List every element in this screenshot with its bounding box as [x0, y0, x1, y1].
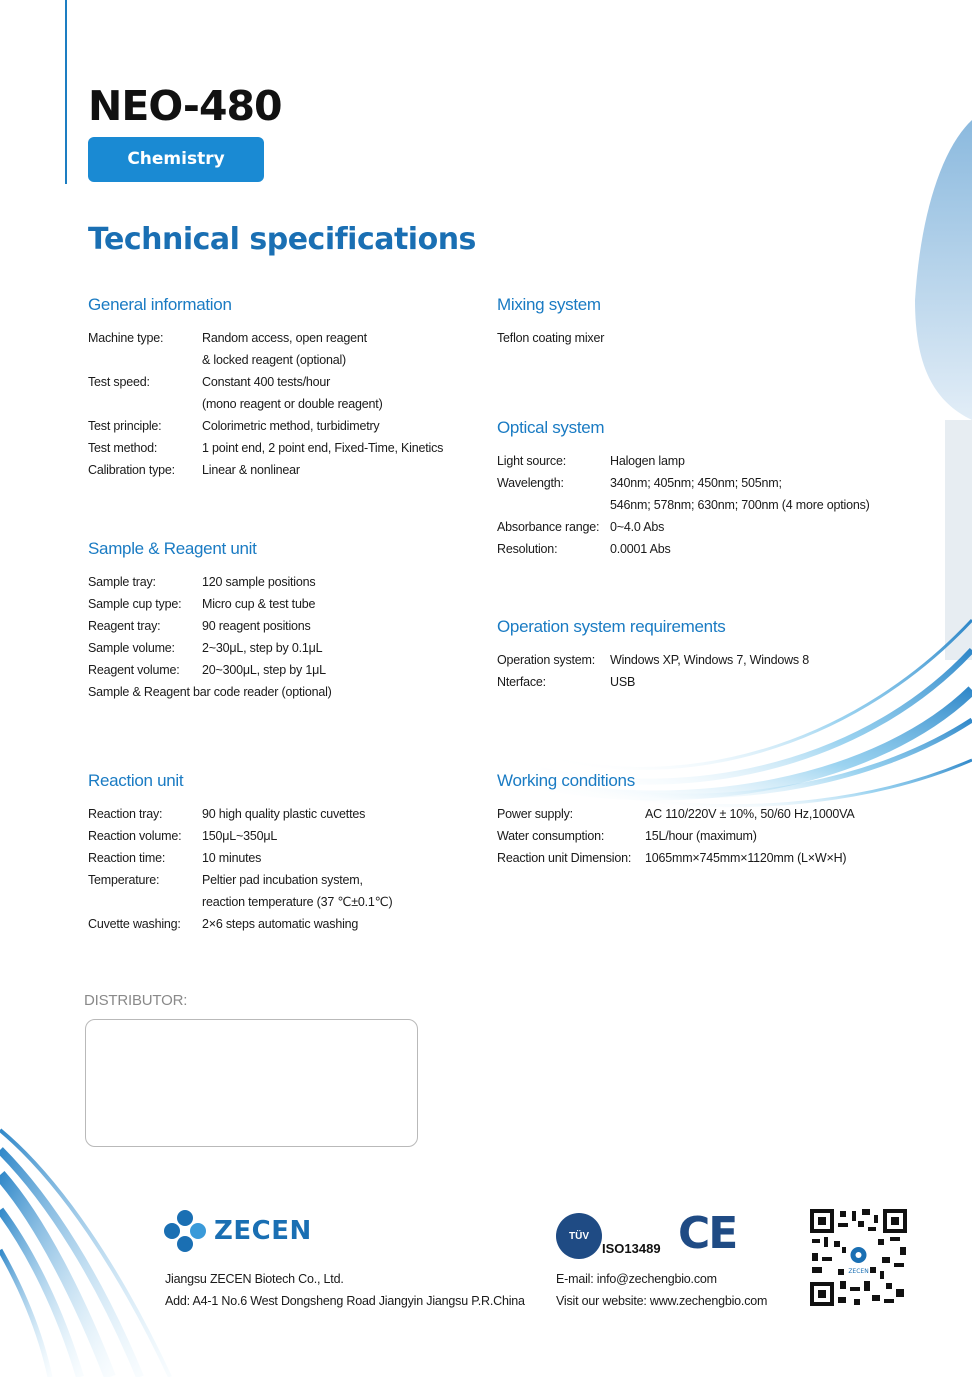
distributor-label: DISTRIBUTOR:: [84, 992, 188, 1009]
spec-row: Reaction unit Dimension: 1065mm×745mm×1120mm (L×W×H): [497, 851, 847, 865]
section-heading: Operation system requirements: [497, 617, 726, 636]
tuv-certification-icon: TÜV: [556, 1213, 602, 1259]
general-information-section: [88, 295, 443, 481]
page-title: Technical specifications: [88, 222, 476, 257]
spec-row: Operation system: Windows XP, Windows 7, Windows 8: [497, 653, 810, 667]
spec-row: Reagent volume: 20~300μL, step by 1μL: [88, 663, 326, 677]
spec-row: Sample tray: 120 sample positions: [88, 575, 316, 589]
section-heading: Sample & Reagent unit: [88, 539, 257, 558]
operation-system-section: [497, 617, 809, 693]
iso-certification: ISO13489: [602, 1241, 661, 1256]
spec-row: 546nm; 578nm; 630nm; 700nm (4 more options): [610, 498, 870, 512]
spec-row: Test principle: Colorimetric method, turbidimetry: [88, 419, 380, 433]
company-name: Jiangsu ZECEN Biotech Co., Ltd.: [165, 1272, 344, 1286]
spec-row: Test method: 1 point end, 2 point end, Fixed-Time, Kinetics: [88, 441, 444, 455]
spec-row: Power supply: AC 110/220V ± 10%, 50/60 Hz,1000VA: [497, 807, 855, 821]
header-accent-line: [65, 0, 67, 184]
mixing-system-section: [497, 295, 604, 349]
spec-row: Reaction time: 10 minutes: [88, 851, 262, 865]
contact-email: E-mail: info@zechengbio.com: [556, 1272, 717, 1286]
spec-row: reaction temperature (37 ℃±0.1℃): [202, 895, 393, 909]
spec-note: Sample & Reagent bar code reader (optional): [88, 685, 332, 699]
spec-row: Cuvette washing: 2×6 steps automatic washing: [88, 917, 359, 931]
sample-reagent-section: [88, 539, 332, 703]
spec-row: & locked reagent (optional): [202, 353, 346, 367]
section-heading: Reaction unit: [88, 771, 184, 790]
spec-row: Absorbance range: 0~4.0 Abs: [497, 520, 665, 534]
spec-row: Light source: Halogen lamp: [497, 454, 685, 468]
spec-row: Reaction volume: 150μL~350μL: [88, 829, 278, 843]
spec-row: Reagent tray: 90 reagent positions: [88, 619, 311, 633]
qr-brand-label: ZECEN: [848, 1268, 869, 1275]
section-heading: General information: [88, 295, 232, 314]
zecen-logo-icon: [162, 1208, 208, 1254]
spec-row: Machine type: Random access, open reagent: [88, 331, 367, 345]
product-type-badge: Chemistry Analyzer: [88, 137, 264, 182]
company-logo: [162, 1208, 312, 1254]
spec-row: Resolution: 0.0001 Abs: [497, 542, 671, 556]
spec-row: Sample cup type: Micro cup & test tube: [88, 597, 316, 611]
company-address: Add: A4-1 No.6 West Dongsheng Road Jiangyin Jiangsu P.R.China: [165, 1294, 525, 1308]
optical-system-section: [497, 418, 870, 560]
spec-row: Sample volume: 2~30μL, step by 0.1μL: [88, 641, 323, 655]
spec-row: Wavelength: 340nm; 405nm; 450nm; 505nm;: [497, 476, 782, 490]
brand-name: ZECEN: [214, 1216, 312, 1246]
section-heading: Optical system: [497, 418, 605, 437]
spec-row: Test speed: Constant 400 tests/hour: [88, 375, 331, 389]
website-link[interactable]: Visit our website: www.zechengbio.com: [556, 1294, 768, 1308]
qr-code-icon[interactable]: [808, 1207, 909, 1308]
section-heading: Working conditions: [497, 771, 635, 790]
section-heading: Mixing system: [497, 295, 601, 314]
spec-row: Temperature: Peltier pad incubation system,: [88, 873, 363, 887]
spec-row: Water consumption: 15L/hour (maximum): [497, 829, 757, 843]
reaction-unit-section: [88, 771, 392, 935]
ce-mark: CE: [678, 1208, 737, 1259]
spec-value: Teflon coating mixer: [497, 331, 605, 345]
spec-row: Reaction tray: 90 high quality plastic cuvettes: [88, 807, 366, 821]
spec-row: Calibration type: Linear & nonlinear: [88, 463, 300, 477]
model-name: NEO-480: [88, 82, 282, 130]
spec-row: (mono reagent or double reagent): [202, 397, 383, 411]
spec-row: Nterface: USB: [497, 675, 636, 689]
distributor-box: [85, 1019, 418, 1147]
working-conditions-section: [497, 771, 854, 869]
